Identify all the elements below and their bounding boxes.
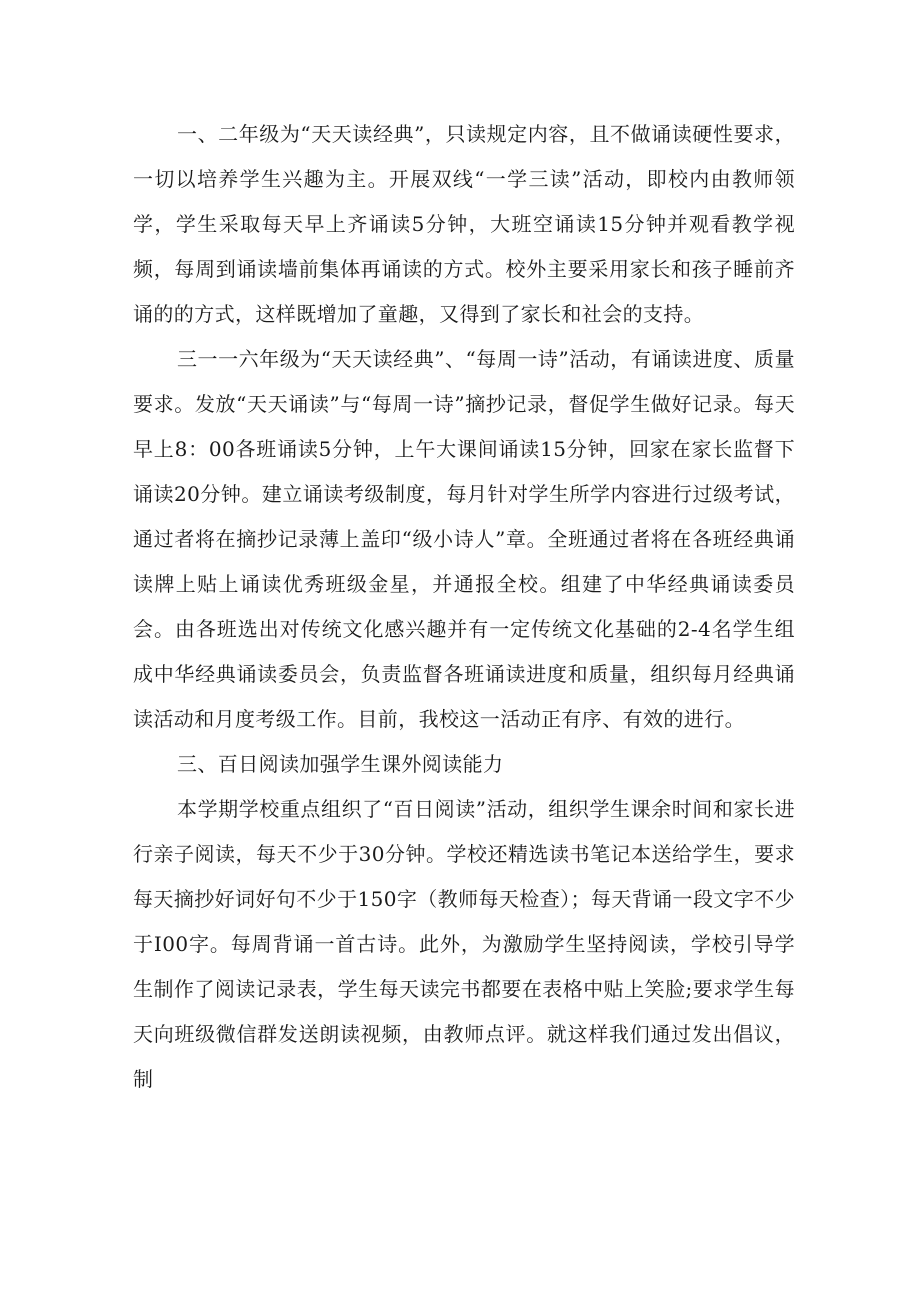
paragraph-grades-3-6: 三一一六年级为“天天读经典”、“每周一诗”活动，有诵读进度、质量要求。发放“天天诵读”与“每周一诗”摘抄记录，督促学生做好记录。每天早上8：00各班诵读5分钟，上午大课间诵读15分钟，回家在家长监督下诵读20分钟。建立诵读考级制度，每月针对学生所学内容进行过级考试，通过者将在摘抄记录薄上盖印“级小诗人”章。全班通过者将在各班经典诵读牌上贴上诵读优秀班级金星，并通报全校。组建了中华经典诵读委员会。由各班选出对传统文化感兴趣并有一定传统文化基础的2-4名学生组成中华经典诵读委员会，负责监督各班诵读进度和质量，组织每月经典诵读活动和月度考级工作。目前，我校这一活动正有序、有效的进行。 bbox=[133, 347, 795, 731]
document-body bbox=[133, 112, 795, 1102]
section-heading-hundred-day-reading: 三、百日阅读加强学生课外阅读能力 bbox=[177, 752, 504, 776]
paragraph-grades-1-2: 一、二年级为“天天读经典”，只读规定内容，且不做诵读硬性要求，一切以培养学生兴趣为主。开展双线“一学三读”活动，即校内由教师领学，学生采取每天早上齐诵读5分钟，大班空诵读15分钟并观看教学视频，每周到诵读墙前集体再诵读的方式。校外主要采用家长和孩子睡前齐诵的的方式，这样既增加了童趣，又得到了家长和社会的支持。 bbox=[133, 122, 795, 326]
paragraph-hundred-day-reading: 本学期学校重点组织了“百日阅读”活动，组织学生课余时间和家长进行亲子阅读，每天不少于30分钟。学校还精选读书笔记本送给学生，要求每天摘抄好词好句不少于150字（教师每天检查）；每天背诵一段文字不少于I00字。每周背诵一首古诗。此外，为激励学生坚持阅读，学校引导学生制作了阅读记录表，学生每天读完书都要在表格中贴上笑脸;要求学生每天向班级微信群发送朗读视频，由教师点评。就这样我们通过发出倡议，制 bbox=[133, 797, 795, 1091]
